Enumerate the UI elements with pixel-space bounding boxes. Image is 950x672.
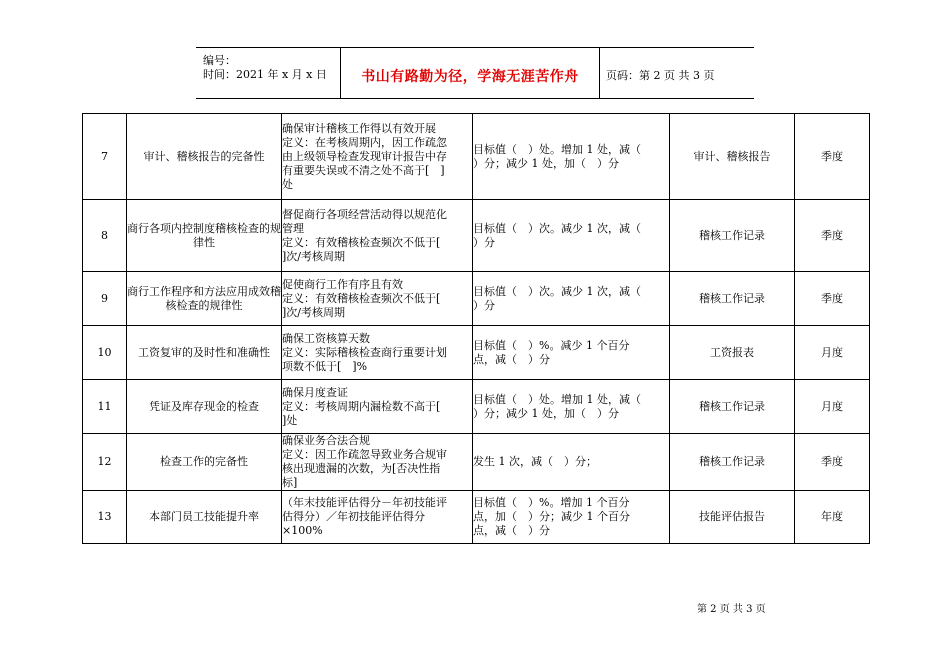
document-header: [196, 47, 754, 99]
scoring-standard: 目标值（ ）%。增加 1 个百分 点，加（ ）分；减少 1 个百分 点，减（ ）分: [473, 491, 670, 544]
page-footer: 第 2 页 共 3 页: [697, 604, 766, 615]
table-row: [83, 491, 870, 544]
header-motto-cell: [340, 48, 600, 98]
table-row: [83, 114, 870, 200]
data-source: 稽核工作记录: [670, 200, 795, 272]
indicator-definition: 促使商行工作有序且有效 定义：有效稽核检查频次不低于[ ]次/考核周期: [282, 272, 473, 326]
scoring-standard: 目标值（ ）处。增加 1 处，减（ ）分；减少 1 处，加（ ）分: [473, 380, 670, 434]
indicator-definition: 确保审计稽核工作得以有效开展 定义：在考核周期内，因工作疏忽 由上级领导检查发现审计报告中存 有重要失误或不清之处不高于[ ] 处: [282, 114, 473, 200]
assessment-frequency: 季度: [795, 272, 870, 326]
row-number: 8: [83, 200, 127, 272]
scoring-standard: 目标值（ ）次。减少 1 次，减（ ）分: [473, 200, 670, 272]
indicator-definition: （年末技能评估得分－年初技能评 估得分）／年初技能评估得分 ×100%: [282, 491, 473, 544]
data-source: 稽核工作记录: [670, 380, 795, 434]
data-source: 工资报表: [670, 326, 795, 380]
row-number: 12: [83, 434, 127, 491]
indicator-definition: 确保业务合法合规 定义：因工作疏忽导致业务合规审 核出现遗漏的次数，为[否决性指 标]: [282, 434, 473, 491]
scoring-standard: 发生 1 次，减（ ）分；: [473, 434, 670, 491]
indicator-name: 本部门员工技能提升率: [127, 491, 282, 544]
scoring-standard: 目标值（ ）次。减少 1 次，减（ ）分: [473, 272, 670, 326]
data-source: 稽核工作记录: [670, 434, 795, 491]
data-source: 稽核工作记录: [670, 272, 795, 326]
row-number: 7: [83, 114, 127, 200]
indicator-definition: 督促商行各项经营活动得以规范化 管理 定义：有效稽核检查频次不低于[ ]次/考核周期: [282, 200, 473, 272]
header-page-cell: [600, 48, 754, 98]
data-source: 技能评估报告: [670, 491, 795, 544]
indicator-name: 工资复审的及时性和准确性: [127, 326, 282, 380]
assessment-frequency: 月度: [795, 380, 870, 434]
header-motto: 书山有路勤为径，学海无涯苦作舟: [361, 69, 579, 85]
assessment-frequency: 季度: [795, 200, 870, 272]
indicator-name: 商行各项内控制度稽核检查的规律性: [127, 200, 282, 272]
indicator-name: 凭证及库存现金的检查: [127, 380, 282, 434]
table-row: [83, 200, 870, 272]
data-source: 审计、稽核报告: [670, 114, 795, 200]
indicator-definition: 确保工资核算天数 定义：实际稽核检查商行重要计划 项数不低于[ ]%: [282, 326, 473, 380]
table-row: [83, 272, 870, 326]
row-number: 11: [83, 380, 127, 434]
assessment-frequency: 年度: [795, 491, 870, 544]
row-number: 9: [83, 272, 127, 326]
assessment-frequency: 季度: [795, 434, 870, 491]
table-row: [83, 326, 870, 380]
scoring-standard: 目标值（ ）%。减少 1 个百分 点，减（ ）分: [473, 326, 670, 380]
kpi-table: [82, 113, 870, 544]
indicator-name: 检查工作的完备性: [127, 434, 282, 491]
indicator-name: 审计、稽核报告的完备性: [127, 114, 282, 200]
document-date-label: 时间：2021 年 x 月 x 日: [203, 68, 327, 81]
header-page-number: 页码：第 2 页 共 3 页: [606, 69, 715, 82]
indicator-name: 商行工作程序和方法应用成效稽核检查的规律性: [127, 272, 282, 326]
table-row: [83, 380, 870, 434]
assessment-frequency: 季度: [795, 114, 870, 200]
indicator-definition: 确保月度查证 定义：考核周期内漏检数不高于[ ]处: [282, 380, 473, 434]
document-number-label: 编号：: [203, 54, 236, 67]
table-row: [83, 434, 870, 491]
row-number: 13: [83, 491, 127, 544]
assessment-frequency: 月度: [795, 326, 870, 380]
header-meta-cell: [196, 48, 340, 98]
row-number: 10: [83, 326, 127, 380]
scoring-standard: 目标值（ ）处。增加 1 处，减（ ）分；减少 1 处，加（ ）分: [473, 114, 670, 200]
